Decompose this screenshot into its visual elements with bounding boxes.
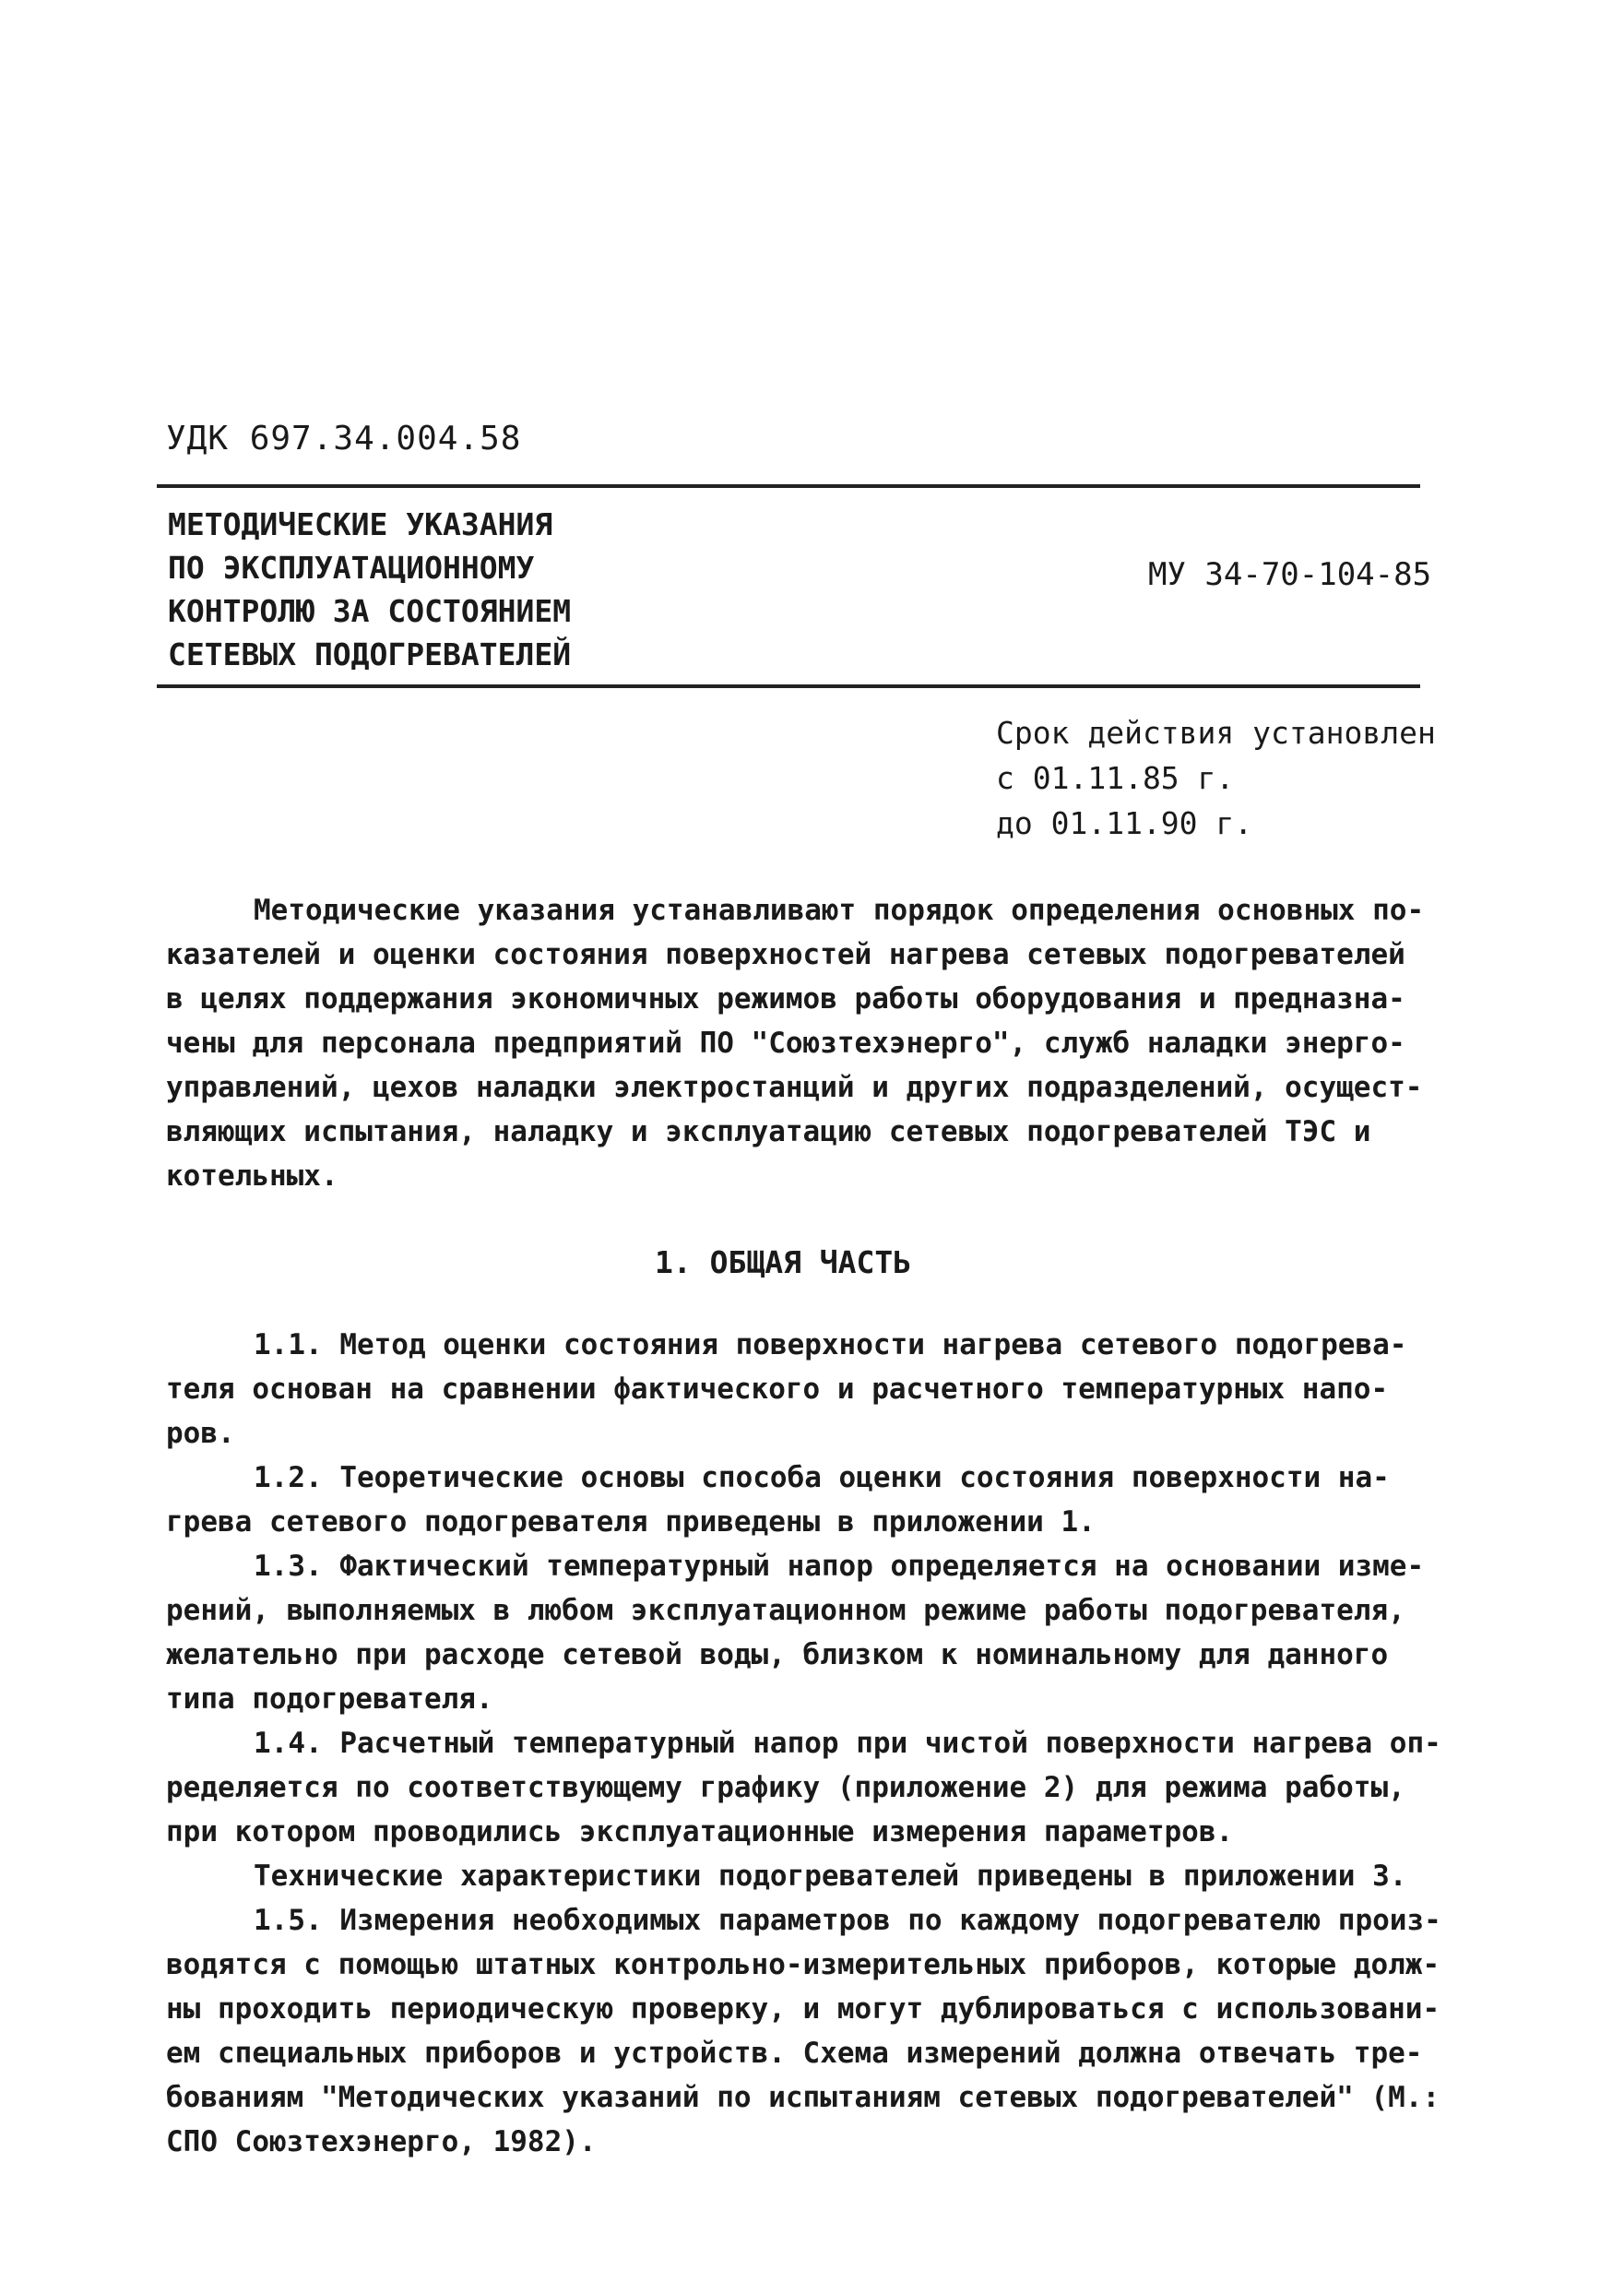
title-line: СЕТЕВЫХ ПОДОГРЕВАТЕЛЕЙ (168, 636, 572, 672)
paragraph-line: ем специальных приборов и устройств. Схема измерений должна отвечать тре- (166, 2037, 1423, 2070)
paragraph-line: 1.3. Фактический температурный напор определяется на основании изме- (254, 1550, 1425, 1583)
validity-start: с 01.11.85 г. (996, 760, 1235, 796)
paragraph-line: котельных. (166, 1159, 338, 1193)
section-body (166, 1323, 1441, 2164)
paragraph-line: Технические характеристики подогревателей приведены в приложении 3. (254, 1860, 1407, 1893)
paragraph-line: в целях поддержания экономичных режимов работы оборудования и предназна- (166, 982, 1405, 1016)
section-heading: 1. ОБЩАЯ ЧАСТЬ (655, 1244, 912, 1280)
paragraph-line: ны проходить периодическую проверку, и могут дублироваться с использовани- (166, 1992, 1440, 2026)
title-line: ПО ЭКСПЛУАТАЦИОННОМУ (168, 550, 535, 586)
paragraph-line: 1.2. Теоретические основы способа оценки состояния поверхности на- (254, 1461, 1390, 1494)
validity-period (996, 710, 1436, 846)
paragraph-line: типа подогревателя. (166, 1682, 493, 1716)
paragraph-line: грева сетевого подогревателя приведены в приложении 1. (166, 1505, 1096, 1539)
document-title (168, 503, 571, 676)
document-code: МУ 34-70-104-85 (1148, 556, 1432, 593)
paragraph-line: управлений, цехов наладки электростанций и других подразделений, осущест- (166, 1071, 1423, 1104)
paragraph-line: казателей и оценки состояния поверхностей нагрева сетевых подогревателей (166, 938, 1405, 971)
udk-code: УДК 697.34.004.58 (166, 420, 522, 458)
paragraph-line: теля основан на сравнении фактического и расчетного температурных напо- (166, 1373, 1389, 1406)
intro-paragraph (166, 888, 1424, 1198)
paragraph-line: чены для персонала предприятий ПО "Союзтехэнерго", служб наладки энерго- (166, 1027, 1405, 1060)
paragraph-line: 1.4. Расчетный температурный напор при чистой поверхности нагрева оп- (254, 1727, 1441, 1760)
paragraph-line: рений, выполняемых в любом эксплуатационном режиме работы подогревателя, (166, 1594, 1405, 1627)
paragraph-line: вляющих испытания, наладку и эксплуатацию сетевых подогревателей ТЭС и (166, 1115, 1371, 1148)
paragraph-line: при котором проводились эксплуатационные измерения параметров. (166, 1815, 1234, 1848)
validity-end: до 01.11.90 г. (996, 805, 1253, 841)
paragraph-line: водятся с помощью штатных контрольно-измерительных приборов, которые долж- (166, 1948, 1440, 1981)
paragraph-line: ров. (166, 1417, 235, 1450)
validity-label: Срок действия установлен (996, 715, 1436, 751)
paragraph-line: 1.1. Метод оценки состояния поверхности нагрева сетевого подогрева- (254, 1328, 1407, 1361)
paragraph-line: 1.5. Измерения необходимых параметров по каждому подогревателю произ- (254, 1904, 1441, 1937)
paragraph-line: бованиям "Методических указаний по испытаниям сетевых подогревателей" (М.: (166, 2081, 1440, 2114)
paragraph-line: СПО Союзтехэнерго, 1982). (166, 2125, 597, 2158)
title-line: КОНТРОЛЮ ЗА СОСТОЯНИЕМ (168, 593, 572, 629)
top-rule (157, 484, 1420, 488)
paragraph-line: Методические указания устанавливают порядок определения основных по- (254, 894, 1425, 927)
paragraph-line: желательно при расходе сетевой воды, близком к номинальному для данного (166, 1638, 1389, 1671)
bottom-rule (157, 684, 1420, 688)
paragraph-line: ределяется по соответствующему графику (приложение 2) для режима работы, (166, 1771, 1405, 1804)
title-line: МЕТОДИЧЕСКИЕ УКАЗАНИЯ (168, 506, 553, 542)
